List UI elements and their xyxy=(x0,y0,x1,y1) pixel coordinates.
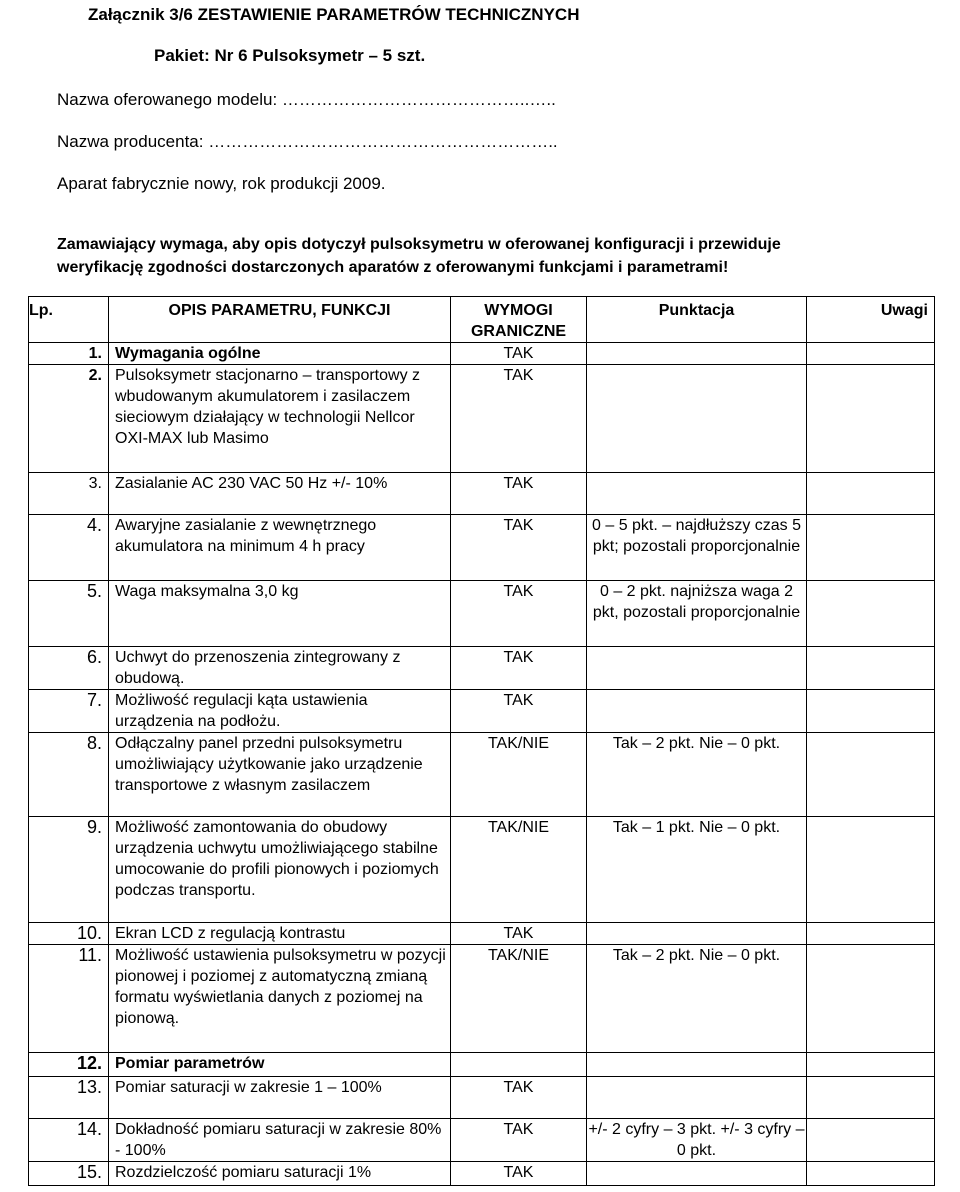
row-requirement: TAK xyxy=(451,923,587,945)
requirement-note-line-1: Zamawiający wymaga, aby opis dotyczył pulsoksymetru w oferowanej konfiguracji i przewiduje xyxy=(57,236,781,253)
parameters-table xyxy=(28,296,935,1186)
row-requirement: TAK xyxy=(451,515,587,581)
row-number: 7. xyxy=(29,690,109,733)
table-row xyxy=(29,365,935,473)
row-requirement: TAK xyxy=(451,581,587,647)
row-description: Możliwość regulacji kąta ustawienia urządzenia na podłożu. xyxy=(109,690,451,733)
row-description: Możliwość ustawienia pulsoksymetru w pozycji pionowej i poziomej z automatyczną zmianą formatu wyświetlania danych z poziomej na pionową. xyxy=(109,945,451,1053)
row-number: 6. xyxy=(29,647,109,690)
table-row xyxy=(29,1077,935,1119)
row-requirement: TAK xyxy=(451,343,587,365)
row-requirement: TAK/NIE xyxy=(451,817,587,923)
row-requirement: TAK/NIE xyxy=(451,945,587,1053)
row-points: 0 – 2 pkt. najniższa waga 2 pkt, pozostali proporcjonalnie xyxy=(587,581,807,647)
row-notes xyxy=(807,1162,935,1186)
requirement-note-line-2: weryfikację zgodności dostarczonych aparatów z oferowanymi funkcjami i parametrami! xyxy=(57,259,729,276)
row-number: 14. xyxy=(29,1119,109,1162)
model-name-field: Nazwa oferowanego modelu: ……………………………………..….. xyxy=(57,90,556,109)
row-number: 13. xyxy=(29,1077,109,1119)
table-row xyxy=(29,733,935,817)
row-number: 12. xyxy=(29,1053,109,1077)
row-notes xyxy=(807,690,935,733)
table-row xyxy=(29,647,935,690)
row-description: Wymagania ogólne xyxy=(109,343,451,365)
row-notes xyxy=(807,817,935,923)
row-requirement: TAK xyxy=(451,365,587,473)
row-number: 11. xyxy=(29,945,109,1053)
table-row xyxy=(29,581,935,647)
row-number: 1. xyxy=(29,343,109,365)
row-notes xyxy=(807,473,935,515)
table-row xyxy=(29,515,935,581)
row-points xyxy=(587,473,807,515)
row-points: Tak – 2 pkt. Nie – 0 pkt. xyxy=(587,733,807,817)
row-points xyxy=(587,923,807,945)
row-notes xyxy=(807,647,935,690)
table-header-row xyxy=(29,297,935,343)
row-description: Ekran LCD z regulacją kontrastu xyxy=(109,923,451,945)
row-notes xyxy=(807,923,935,945)
row-points xyxy=(587,1053,807,1077)
row-number: 5. xyxy=(29,581,109,647)
table-row xyxy=(29,343,935,365)
row-description: Awaryjne zasialanie z wewnętrznego akumulatora na minimum 4 h pracy xyxy=(109,515,451,581)
row-points: +/- 2 cyfry – 3 pkt. +/- 3 cyfry – 0 pkt. xyxy=(587,1119,807,1162)
row-requirement: TAK xyxy=(451,690,587,733)
row-description: Uchwyt do przenoszenia zintegrowany z obudową. xyxy=(109,647,451,690)
row-description: Pomiar parametrów xyxy=(109,1053,451,1077)
row-requirement: TAK/NIE xyxy=(451,733,587,817)
new-device-statement: Aparat fabrycznie nowy, rok produkcji 2009. xyxy=(57,174,386,193)
row-number: 8. xyxy=(29,733,109,817)
table-row xyxy=(29,945,935,1053)
table-row xyxy=(29,690,935,733)
row-requirement: TAK xyxy=(451,1162,587,1186)
row-requirement: TAK xyxy=(451,647,587,690)
row-notes xyxy=(807,733,935,817)
row-notes xyxy=(807,1119,935,1162)
header-requirements: WYMOGI GRANICZNE xyxy=(451,297,587,343)
row-requirement xyxy=(451,1053,587,1077)
row-description: Waga maksymalna 3,0 kg xyxy=(109,581,451,647)
row-number: 10. xyxy=(29,923,109,945)
row-points xyxy=(587,1162,807,1186)
row-notes xyxy=(807,365,935,473)
row-points xyxy=(587,343,807,365)
table-row xyxy=(29,923,935,945)
row-requirement: TAK xyxy=(451,1119,587,1162)
table-row xyxy=(29,473,935,515)
table-row xyxy=(29,1053,935,1077)
producer-field: Nazwa producenta: …………………………………………………….. xyxy=(57,132,558,151)
row-number: 15. xyxy=(29,1162,109,1186)
document-title: Załącznik 3/6 ZESTAWIENIE PARAMETRÓW TECHNICZNYCH xyxy=(88,5,580,24)
table-row xyxy=(29,817,935,923)
header-notes: Uwagi xyxy=(807,297,935,343)
row-points xyxy=(587,647,807,690)
row-points: Tak – 2 pkt. Nie – 0 pkt. xyxy=(587,945,807,1053)
header-points: Punktacja xyxy=(587,297,807,343)
row-notes xyxy=(807,945,935,1053)
row-requirement: TAK xyxy=(451,473,587,515)
header-lp: Lp. xyxy=(29,297,109,343)
row-points: Tak – 1 pkt. Nie – 0 pkt. xyxy=(587,817,807,923)
row-number: 4. xyxy=(29,515,109,581)
row-requirement: TAK xyxy=(451,1077,587,1119)
row-number: 2. xyxy=(29,365,109,473)
row-notes xyxy=(807,1077,935,1119)
row-number: 3. xyxy=(29,473,109,515)
row-notes xyxy=(807,581,935,647)
row-description: Odłączalny panel przedni pulsoksymetru umożliwiający użytkowanie jako urządzenie transportowe z własnym zasilaczem xyxy=(109,733,451,817)
header-description: OPIS PARAMETRU, FUNKCJI xyxy=(109,297,451,343)
row-notes xyxy=(807,515,935,581)
row-description: Dokładność pomiaru saturacji w zakresie 80% - 100% xyxy=(109,1119,451,1162)
row-number: 9. xyxy=(29,817,109,923)
row-points xyxy=(587,690,807,733)
row-notes xyxy=(807,1053,935,1077)
row-points: 0 – 5 pkt. – najdłuższy czas 5 pkt; pozostali proporcjonalnie xyxy=(587,515,807,581)
row-description: Pulsoksymetr stacjonarno – transportowy z wbudowanym akumulatorem i zasilaczem sieciowym działający w technologii Nellcor OXI-MAX lub Masimo xyxy=(109,365,451,473)
table-row xyxy=(29,1162,935,1186)
package-heading: Pakiet: Nr 6 Pulsoksymetr – 5 szt. xyxy=(154,46,426,65)
row-description: Rozdzielczość pomiaru saturacji 1% xyxy=(109,1162,451,1186)
row-description: Możliwość zamontowania do obudowy urządzenia uchwytu umożliwiającego stabilne umocowanie do profili pionowych i poziomych podczas transportu. xyxy=(109,817,451,923)
row-description: Zasialanie AC 230 VAC 50 Hz +/- 10% xyxy=(109,473,451,515)
row-points xyxy=(587,1077,807,1119)
table-row xyxy=(29,1119,935,1162)
row-description: Pomiar saturacji w zakresie 1 – 100% xyxy=(109,1077,451,1119)
row-notes xyxy=(807,343,935,365)
row-points xyxy=(587,365,807,473)
